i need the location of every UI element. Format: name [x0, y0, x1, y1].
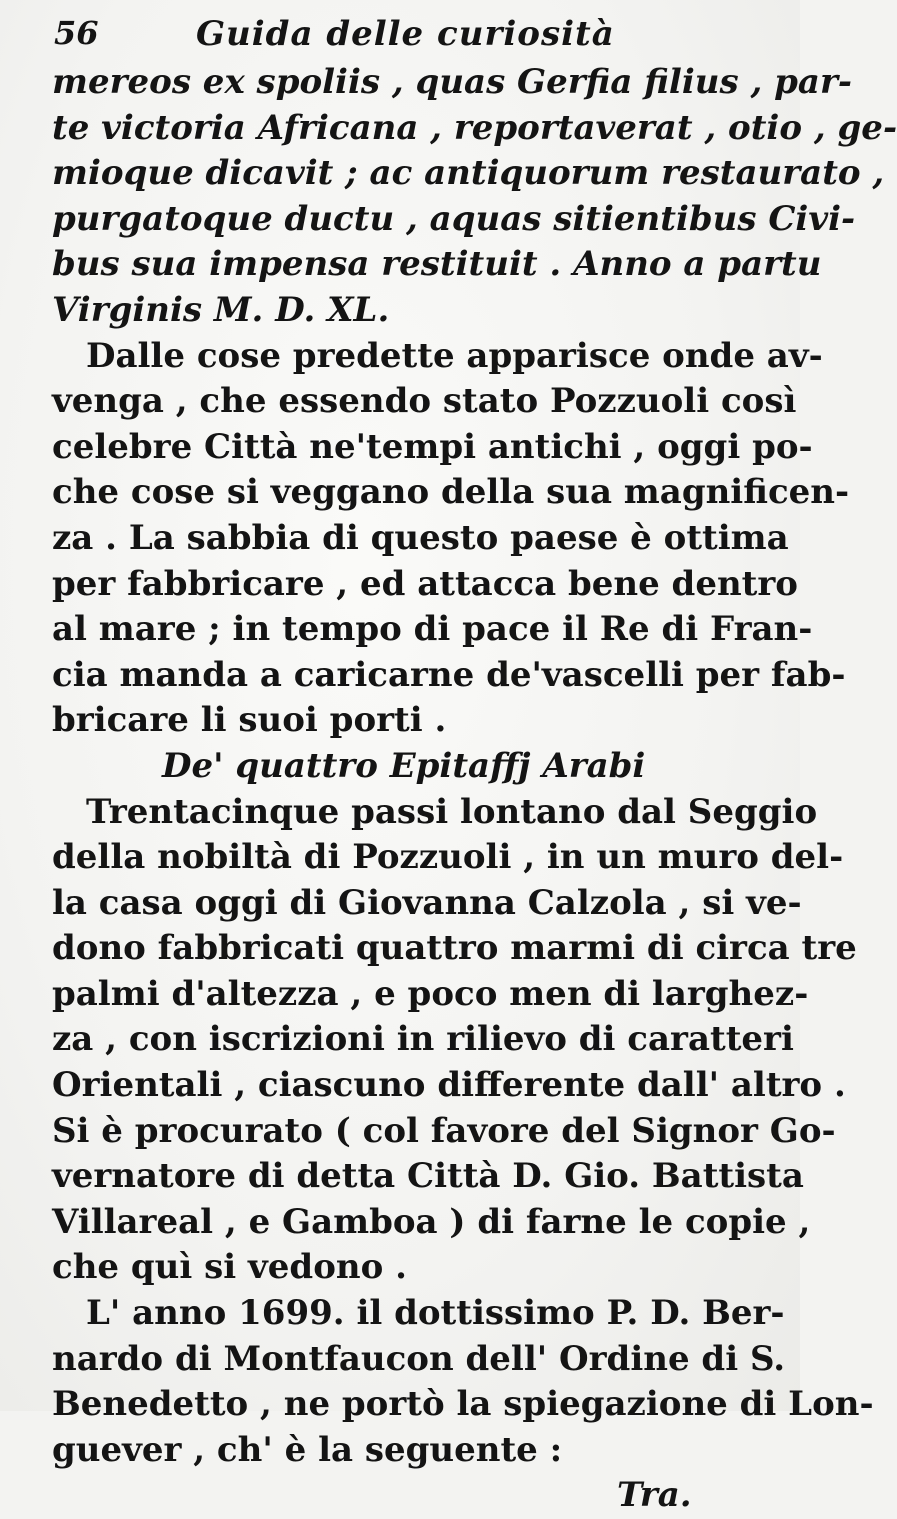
section-heading: De' quattro Epitaffj Arabi — [162, 745, 646, 786]
text-line: Virginis M. D. XL. — [52, 289, 390, 330]
text-line: za , con iscrizioni in rilievo di caratteri — [52, 1019, 794, 1060]
text-line: Villareal , e Gamboa ) di farne le copie , — [52, 1201, 811, 1242]
text-line: te victoria Africana , reportaverat , otio , ge- — [52, 107, 897, 148]
text-line: dono fabbricati quattro marmi di circa tre — [52, 928, 857, 969]
text-line: per fabbricare , ed attacca bene dentro — [52, 563, 798, 604]
text-line: celebre Città ne'tempi antichi , oggi po- — [52, 426, 813, 467]
text-line: Benedetto , ne portò la spiegazione di Lon- — [52, 1384, 874, 1425]
text-line: mioque dicavit ; ac antiquorum restaurato , — [52, 153, 885, 194]
text-line: venga , che essendo stato Pozzuoli così — [52, 381, 797, 422]
text-line: mereos ex spoliis , quas Gerfia filius , par- — [52, 62, 852, 102]
text-line: Trentacinque passi lontano dal Seggio — [86, 791, 818, 832]
text-line: palmi d'altezza , e poco men di larghez- — [52, 973, 809, 1014]
text-line: bus sua impensa restituit . Anno a partu — [52, 244, 822, 285]
text-line: guever , ch' è la seguente : — [52, 1429, 563, 1470]
text-line: Si è procurato ( col favore del Signor Go- — [52, 1110, 836, 1151]
text-line: Orientali , ciascuno differente dall' altro . — [52, 1065, 846, 1106]
text-line: la casa oggi di Giovanna Calzola , si ve- — [52, 882, 802, 923]
text-line: che cose si veggano della sua magnificen- — [52, 472, 850, 513]
text-line: nardo di Montfaucon dell' Ordine di S. — [52, 1338, 786, 1379]
text-line: za . La sabbia di questo paese è ottima — [52, 517, 789, 558]
text-line: cia manda a caricarne de'vascelli per fab- — [52, 654, 846, 695]
page-header — [46, 14, 746, 58]
text-line: vernatore di detta Città D. Gio. Battista — [52, 1156, 804, 1197]
page-number: 56 — [54, 14, 99, 52]
text-line: Dalle cose predette apparisce onde av- — [86, 335, 823, 376]
text-line: L' anno 1699. il dottissimo P. D. Ber- — [86, 1293, 785, 1334]
text-line: purgatoque ductu , aquas sitientibus Civi- — [52, 198, 856, 239]
text-line: al mare ; in tempo di pace il Re di Fran- — [52, 609, 813, 650]
text-line: bricare li suoi porti . — [52, 700, 447, 741]
running-title: Guida delle curiosità — [196, 14, 615, 54]
body-text — [52, 60, 897, 1519]
text-line: della nobiltà di Pozzuoli , in un muro del- — [52, 837, 844, 878]
catchword: Tra. — [617, 1475, 692, 1516]
text-line: che quì si vedono . — [52, 1247, 407, 1288]
